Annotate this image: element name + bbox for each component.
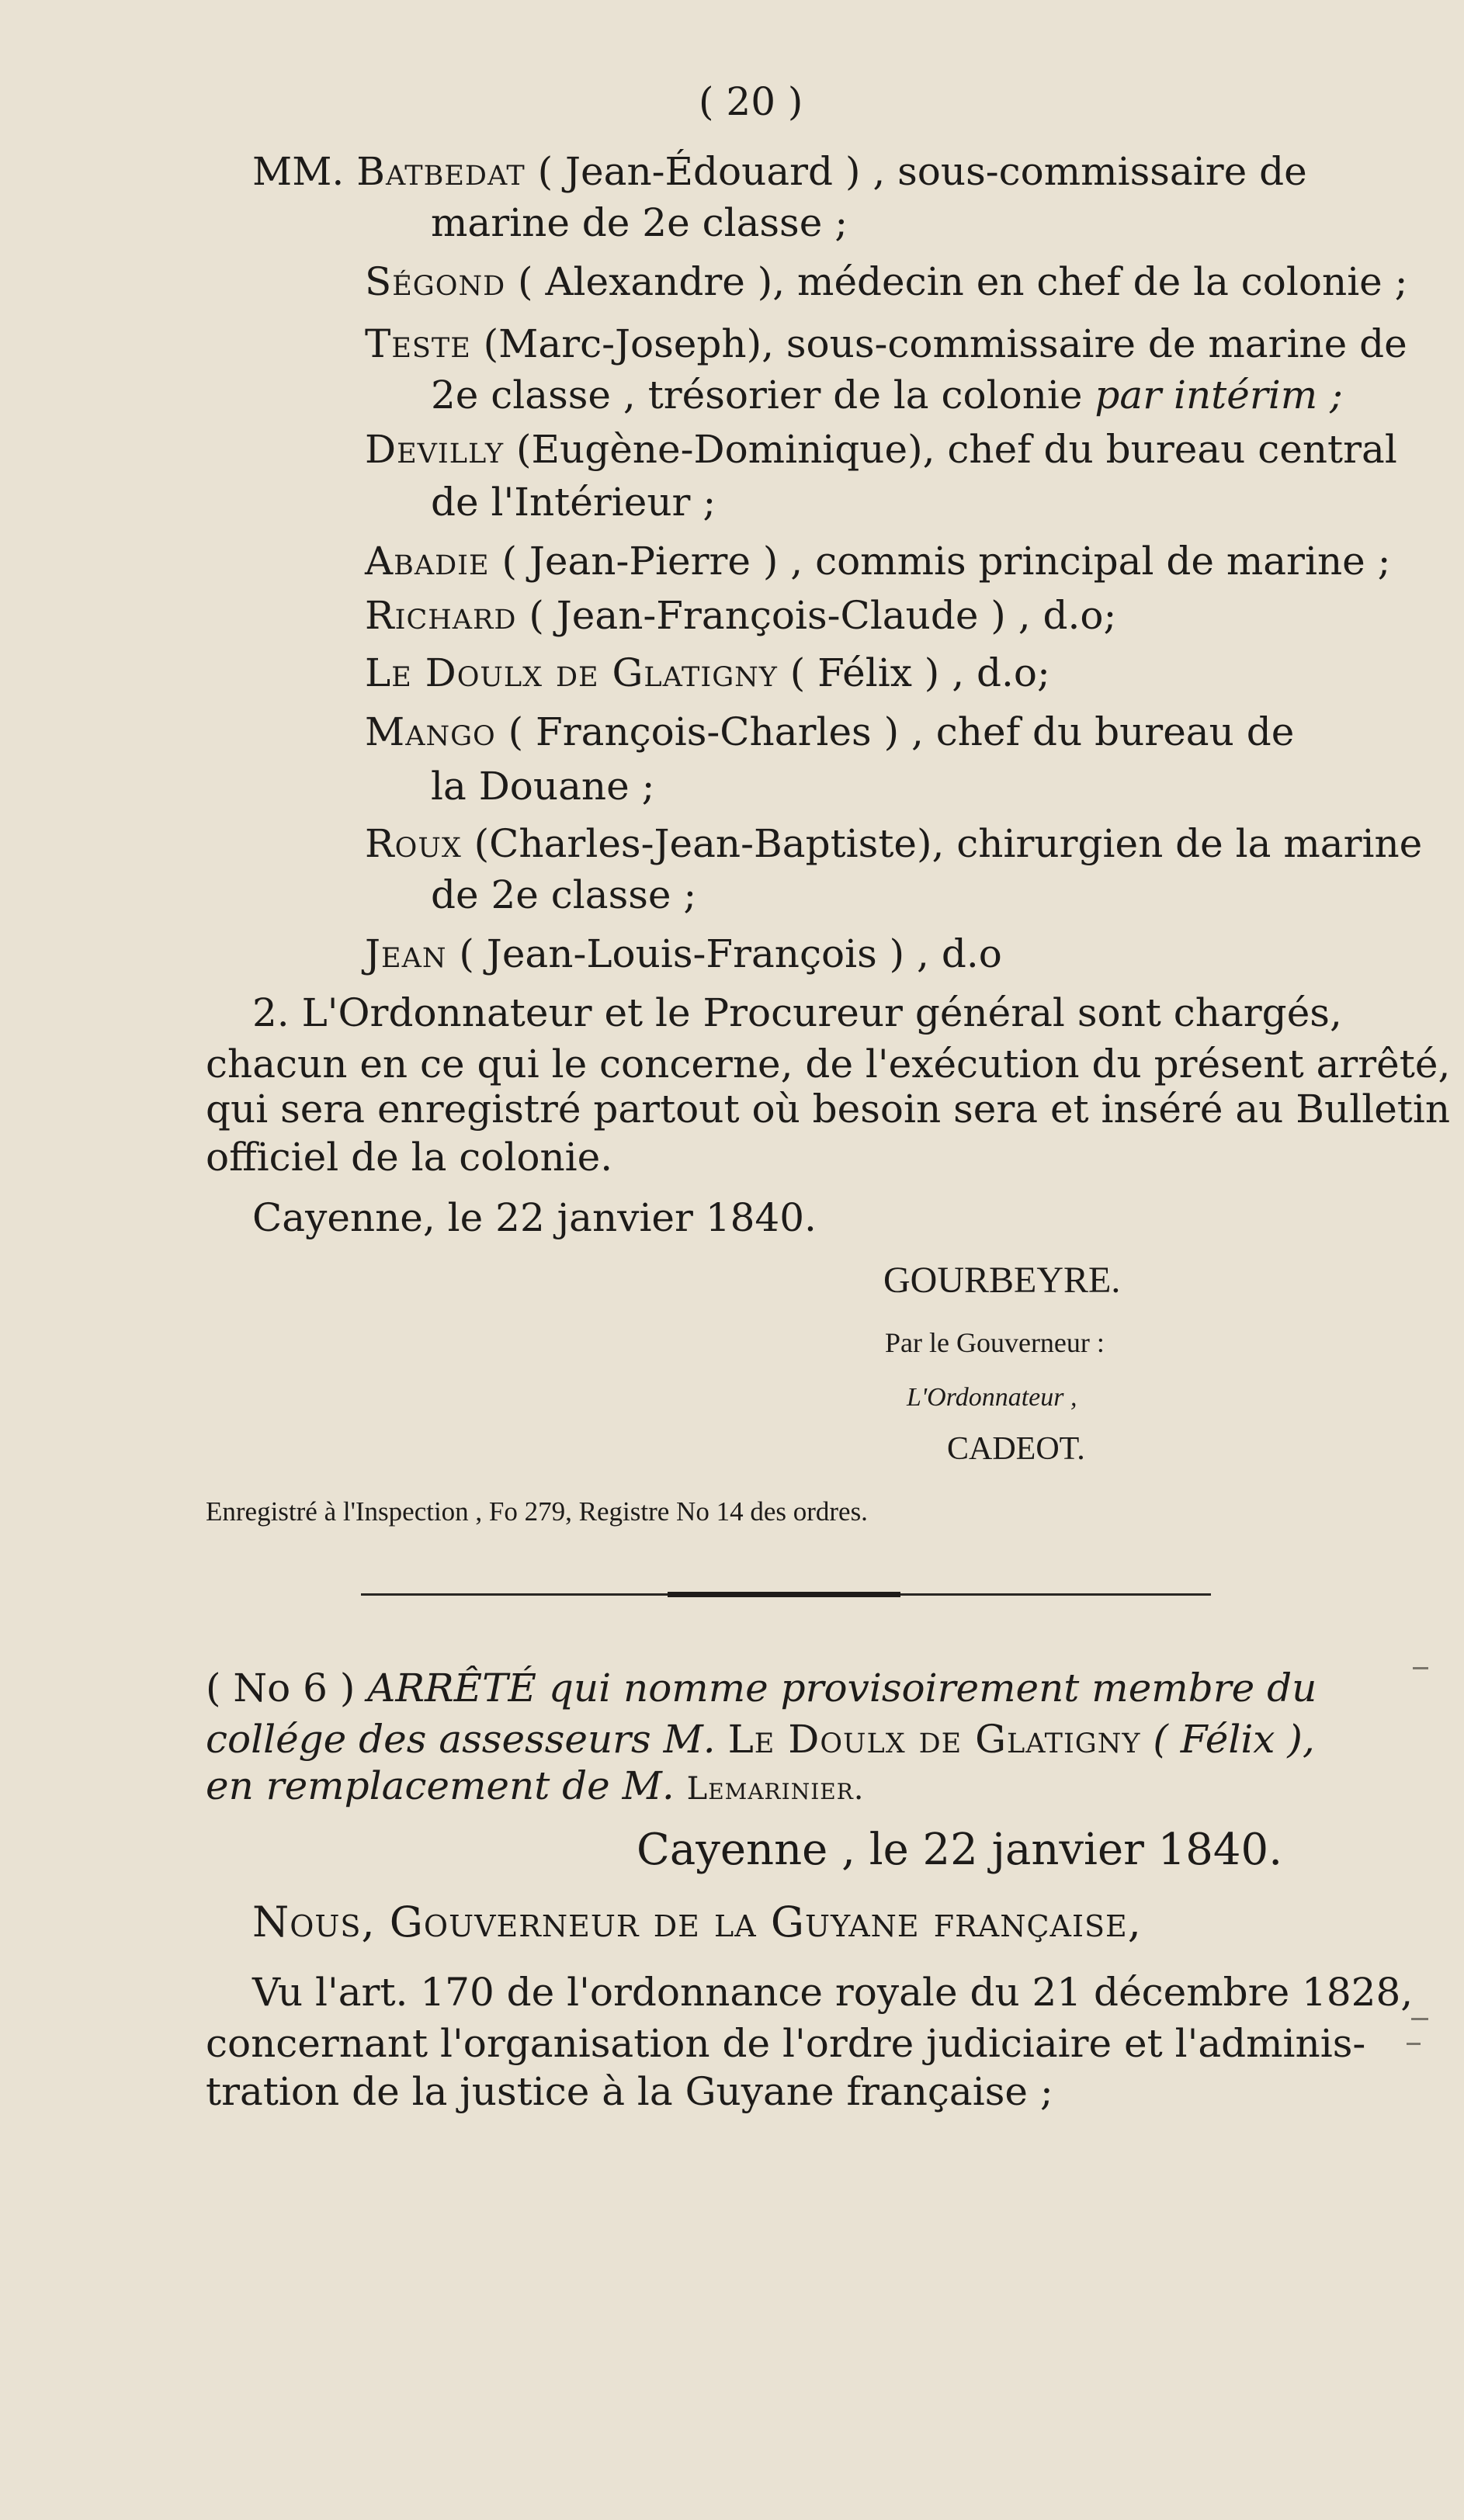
arrete-line2-text: collége des assesseurs M. [206,1717,728,1762]
margin-mark [1411,2018,1428,2020]
arrete-line2-tail: ( Félix ), [1140,1717,1315,1762]
vu-line3: tration de la justice à la Guyane française ; [206,2069,1053,2114]
vu-line2: concernant l'organisation de l'ordre judiciaire et l'adminis- [206,2021,1366,2066]
article2-line4: officiel de la colonie. [206,1135,613,1180]
member-jean [365,931,1002,976]
member-abadie-desc: ( Jean-Pierre ) , commis principal de marine ; [489,539,1391,584]
signature-signer: CADEOT. [947,1431,1085,1467]
member-batbedat [252,149,1364,194]
section-divider-center [668,1592,900,1597]
member-richard [365,593,1117,638]
arrete-line2-name: Le Doulx de Glatigny [727,1717,1141,1762]
arrete-title-line1 [206,1666,1317,1711]
nous-line: Nous, Gouverneur de la Guyane française, [252,1898,1142,1946]
member-abadie [365,539,1391,584]
vu-line1: Vu l'art. 170 de l'ordonnance royale du 21 décembre 1828, [252,1970,1414,2015]
page-number: ( 20 ) [699,79,803,124]
name-abadie: Abadie [365,539,490,584]
member-roux [365,821,1423,866]
name-roux: Roux [365,821,462,866]
member-mango-cont: la Douane ; [431,764,655,809]
arrete-title-line3 [206,1763,865,1808]
article2-line2: chacun en ce qui le concerne, de l'exécution du présent arrêté, [206,1042,1451,1087]
member-roux-cont: de 2e classe ; [431,872,697,917]
member-segond-desc: ( Alexandre ), médecin en chef de la colonie ; [505,259,1408,304]
date-line-1: Cayenne, le 22 janvier 1840. [252,1195,817,1240]
member-jean-desc: ( Jean-Louis-François ) , d.o [446,931,1002,976]
member-batbedat-desc: ( Jean-Édouard ) , sous-commissaire de [525,149,1307,194]
name-ledoulx: Le Doulx de Glatigny [365,650,778,695]
name-jean: Jean [365,931,447,976]
arrete-number: ( No 6 ) [206,1666,356,1711]
member-richard-desc: ( Jean-François-Claude ) , d.o; [516,593,1117,638]
name-richard: Richard [365,593,517,638]
member-teste-desc: (Marc-Joseph), sous-commissaire de marine de [470,321,1407,366]
member-roux-desc: (Charles-Jean-Baptiste), chirurgien de la marine [461,821,1423,866]
article2-line1: 2. L'Ordonnateur et le Procureur général sont chargés, [252,990,1342,1035]
member-ledoulx-desc: ( Félix ) , d.o; [777,650,1050,695]
name-devilly: Devilly [365,427,505,472]
article2-line3: qui sera enregistré partout où besoin sera et inséré au Bulletin [206,1087,1451,1132]
signature-role: L'Ordonnateur , [907,1383,1077,1412]
signature-by: Par le Gouverneur : [885,1327,1105,1358]
registration-note: Enregistré à l'Inspection , Fo 279, Registre No 14 des ordres. [206,1496,868,1527]
member-batbedat-cont: marine de 2e classe ; [431,200,848,245]
name-segond: Ségond [365,259,506,304]
member-teste-cont-b: par intérim ; [1095,373,1343,418]
member-devilly [365,427,1397,472]
name-teste: Teste [365,321,471,366]
date-line-2: Cayenne , le 22 janvier 1840. [637,1825,1282,1875]
member-mango-desc: ( François-Charles ) , chef du bureau de [495,709,1295,754]
signature-governor: GOURBEYRE. [883,1260,1121,1301]
name-batbedat: Batbedat [356,149,526,194]
member-devilly-cont: de l'Intérieur ; [431,480,716,525]
member-devilly-desc: (Eugène-Dominique), chef du bureau central [504,427,1397,472]
member-segond [365,259,1408,304]
arrete-line3-text: en remplacement de M. [206,1763,687,1808]
margin-mark [1413,1667,1428,1669]
member-teste-cont-a: 2e classe , trésorier de la colonie [431,373,1095,418]
arrete-line3-name: Lemarinier. [686,1771,865,1807]
members-intro: MM. [252,149,345,194]
arrete-heading: ARRÊTÉ qui nomme provisoirement membre du [367,1666,1317,1711]
arrete-title-line2 [206,1717,1315,1762]
member-ledoulx [365,650,1050,695]
member-teste-cont [431,373,1343,418]
member-teste [365,321,1407,366]
margin-mark [1407,2043,1421,2045]
name-mango: Mango [365,709,496,754]
member-mango [365,709,1295,754]
